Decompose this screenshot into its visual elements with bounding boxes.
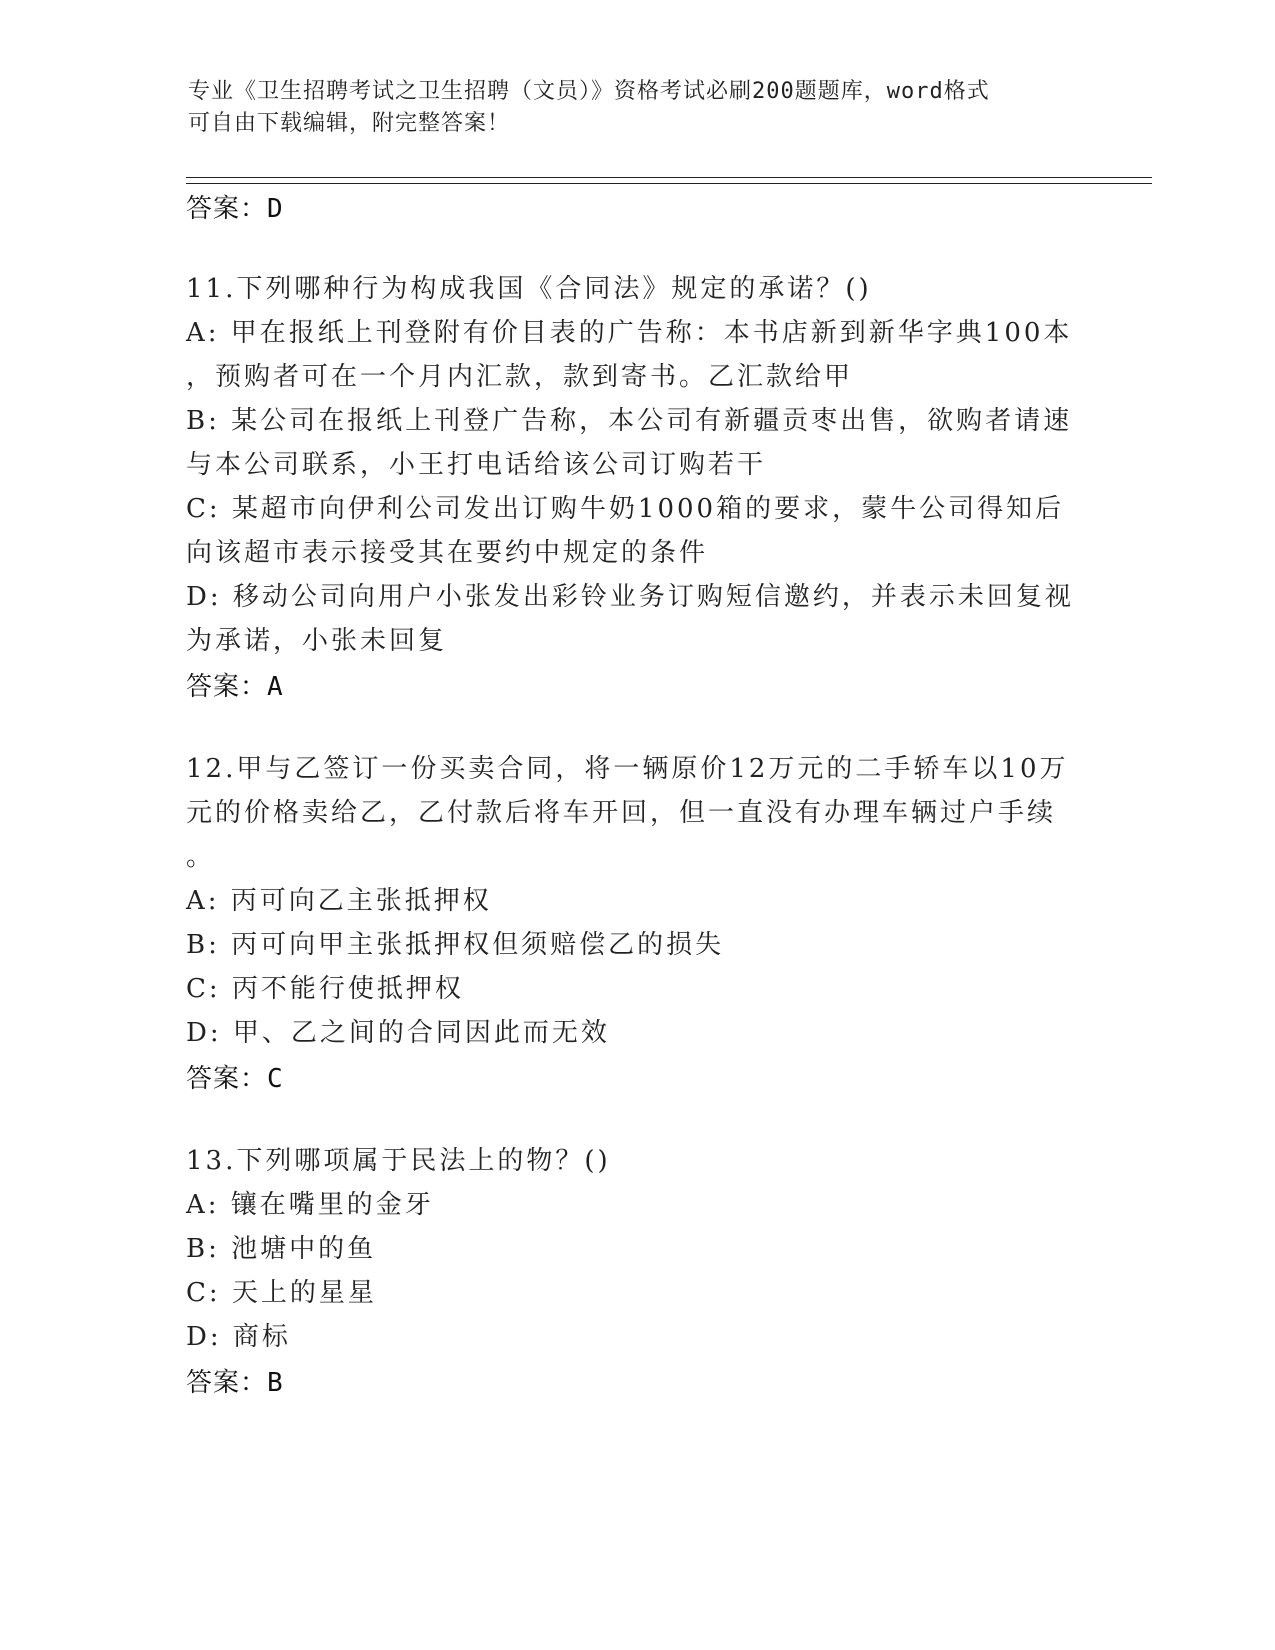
q13-stem: 13.下列哪项属于民法上的物？() — [186, 1146, 611, 1176]
q11-answer: 答案：A — [186, 672, 284, 702]
q12-option-c: C: 丙不能行使抵押权 — [186, 974, 464, 1004]
document-header — [188, 76, 1088, 140]
q11-option-a-line2: ，预购者可在一个月内汇款，款到寄书。乙汇款给甲 — [186, 362, 854, 392]
q11-stem: 11.下列哪种行为构成我国《合同法》规定的承诺？() — [186, 274, 872, 304]
q11-option-c-line2: 向该超市表示接受其在要约中规定的条件 — [186, 538, 709, 568]
q13-option-b: B: 池塘中的鱼 — [186, 1234, 377, 1264]
q13-answer: 答案：B — [186, 1368, 284, 1398]
q11-option-b-line2: 与本公司联系，小王打电话给该公司订购若干 — [186, 450, 767, 480]
q13-option-a: A: 镶在嘴里的金牙 — [186, 1190, 434, 1220]
q12-stem-line2: 元的价格卖给乙，乙付款后将车开回，但一直没有办理车辆过户手续 — [186, 798, 1057, 828]
header-rule-bottom — [186, 183, 1152, 184]
q11-option-c-line1: C: 某超市向伊利公司发出订购牛奶1000箱的要求，蒙牛公司得知后 — [186, 494, 1065, 524]
q12-answer: 答案：C — [186, 1064, 284, 1094]
header-line-2: 可自由下载编辑，附完整答案！ — [188, 111, 511, 136]
q12-option-d: D: 甲、乙之间的合同因此而无效 — [186, 1018, 610, 1048]
header-line-1: 专业《卫生招聘考试之卫生招聘（文员）》资格考试必刷200题题库，word格式 — [188, 79, 990, 104]
q12-stem-line1: 12.甲与乙签订一份买卖合同，将一辆原价12万元的二手轿车以10万 — [186, 754, 1069, 784]
q11-option-a-line1: A: 甲在报纸上刊登附有价目表的广告称：本书店新到新华字典100本 — [186, 318, 1073, 348]
q11-option-b-line1: B: 某公司在报纸上刊登广告称，本公司有新疆贡枣出售，欲购者请速 — [186, 406, 1073, 436]
q12-option-b: B: 丙可向甲主张抵押权但须赔偿乙的损失 — [186, 930, 725, 960]
q12-option-a: A: 丙可向乙主张抵押权 — [186, 886, 492, 916]
header-rule-top — [186, 177, 1152, 178]
previous-answer: 答案：D — [186, 194, 284, 224]
q12-stem-line3: 。 — [186, 842, 216, 872]
q11-option-d-line1: D: 移动公司向用户小张发出彩铃业务订购短信邀约，并表示未回复视 — [186, 582, 1074, 612]
q13-option-d: D: 商标 — [186, 1322, 291, 1352]
q13-option-c: C: 天上的星星 — [186, 1278, 377, 1308]
q11-option-d-line2: 为承诺，小张未回复 — [186, 626, 448, 656]
